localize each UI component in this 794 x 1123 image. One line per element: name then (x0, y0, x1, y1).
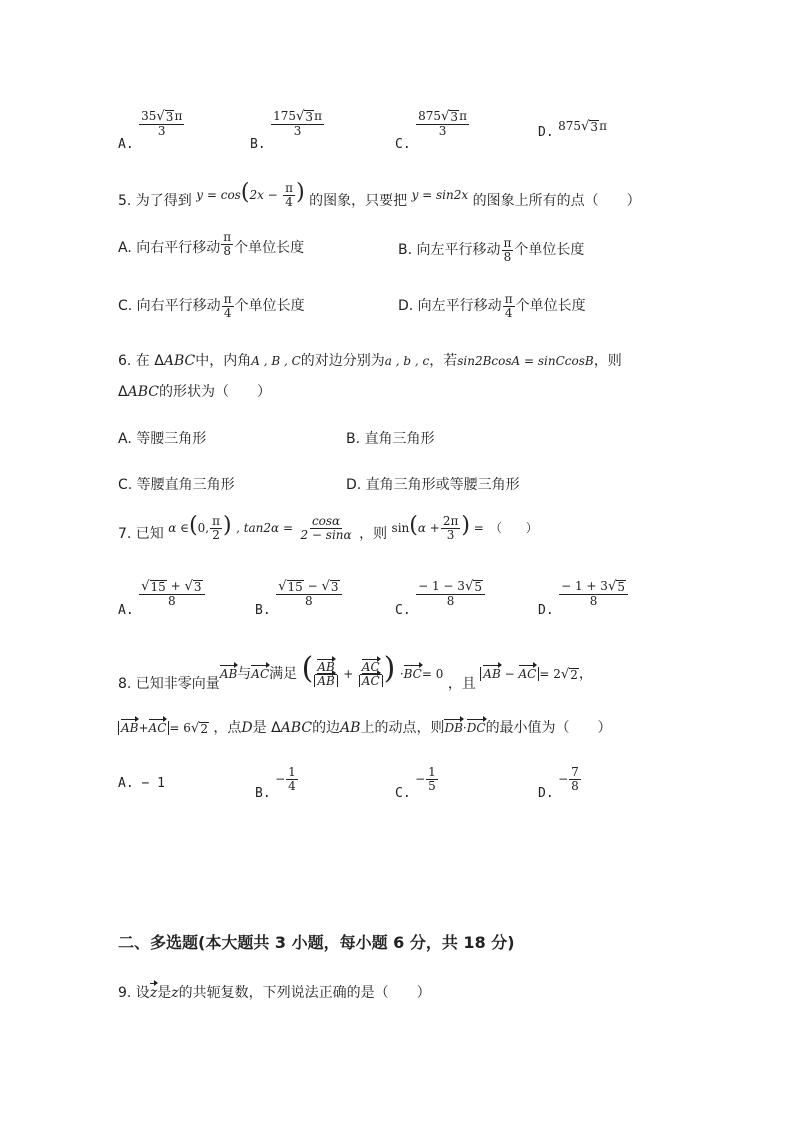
q6-option-a: A. 等腰三角形 (118, 431, 207, 447)
section-2-title: 二、多选题(本大题共 3 小题，每小题 6 分，共 18 分) (118, 933, 515, 952)
q4-option-a: A. 35 √ 3 π 3 (118, 109, 183, 152)
q4-option-c: C. 875 √ 3 π 3 (395, 109, 467, 152)
q7-option-d: D. − 1 + 3 √ 5 8 (538, 580, 629, 607)
q5-option-d: D. 向左平行移动 $\frac{\pi}{4}$ 个单位长度 (398, 292, 586, 320)
q9-stem: 9. 设z是z的共轭复数，下列说法正确的是（ ） (118, 985, 431, 1001)
q4-option-b: B. 175 √ 3 π 3 (250, 109, 322, 152)
q7-option-b: B. √ 15 − √ 3 8 (255, 580, 343, 607)
q7-option-c: C. − 1 − 3 √ 5 8 (395, 580, 486, 607)
q6-option-b: B. 直角三角形 (346, 431, 435, 447)
q6-option-d: D. 直角三角形或等腰三角形 (346, 477, 520, 493)
q8-stem-line2: AB+AC = 6 √ 2 ，点D是 ΔABC的边AB上的动点，则DB·DC的最小值为（ ） (118, 717, 612, 737)
q7-stem: 7. 已知 α ∈(0, $\frac{\pi}{2}$ ) , tan2α = $\frac{\cos\alpha}{2 - \sin\alpha}$ ，则 sin(α + $\frac{2\pi}{3}$ ) = （ ） (118, 513, 538, 543)
q5-option-b: B. 向左平行移动 $\frac{\pi}{8}$ 个单位长度 (398, 236, 585, 264)
q6-stem-line1: 6. 在 ΔABC中，内角A , B , C的对边分别为a , b , c，若sin2BcosA = sinCcosB，则 (118, 353, 622, 369)
q4-c-fraction: 875 √ 3 π 3 (418, 109, 467, 138)
q5-stem: 5. 为了得到 y = cos(2x − $\frac{\pi}{4}$ ) 的图象，只要把 y = sin2x 的图象上所有的点（ ） (118, 180, 641, 210)
q8-stem-line1: 8. 已知非零向量AB与AC满足 ( $\frac{AB}{AB}$ + $\frac{AC}{AC}$ ) ·BC= 0 ，且 AB − AC = 2 √ 2 ， (118, 651, 593, 692)
q4-option-d: D. 875 √ 3 π (538, 119, 607, 140)
q8-option-c: C. − $\frac{1}{5}$ (395, 765, 436, 802)
q6-option-c: C. 等腰直角三角形 (118, 477, 235, 493)
q7-option-a: A. √ 15 + √ 3 8 (118, 580, 206, 607)
q5-option-c: C. 向右平行移动 $\frac{\pi}{4}$ 个单位长度 (118, 292, 305, 320)
q8-option-a: A. − 1 (118, 776, 165, 791)
q4-a-fraction: 35 √ 3 π 3 (141, 109, 183, 138)
q4-b-fraction: 175 √ 3 π 3 (273, 109, 322, 138)
q8-option-d: D. − $\frac{7}{8}$ (538, 765, 579, 802)
q6-stem-line2: ΔABC的形状为（ ） (118, 384, 271, 400)
q5-option-a: A. 向右平行移动 $\frac{\pi}{8}$ 个单位长度 (118, 229, 305, 258)
q8-option-b: B. − $\frac{1}{4}$ (255, 765, 296, 802)
